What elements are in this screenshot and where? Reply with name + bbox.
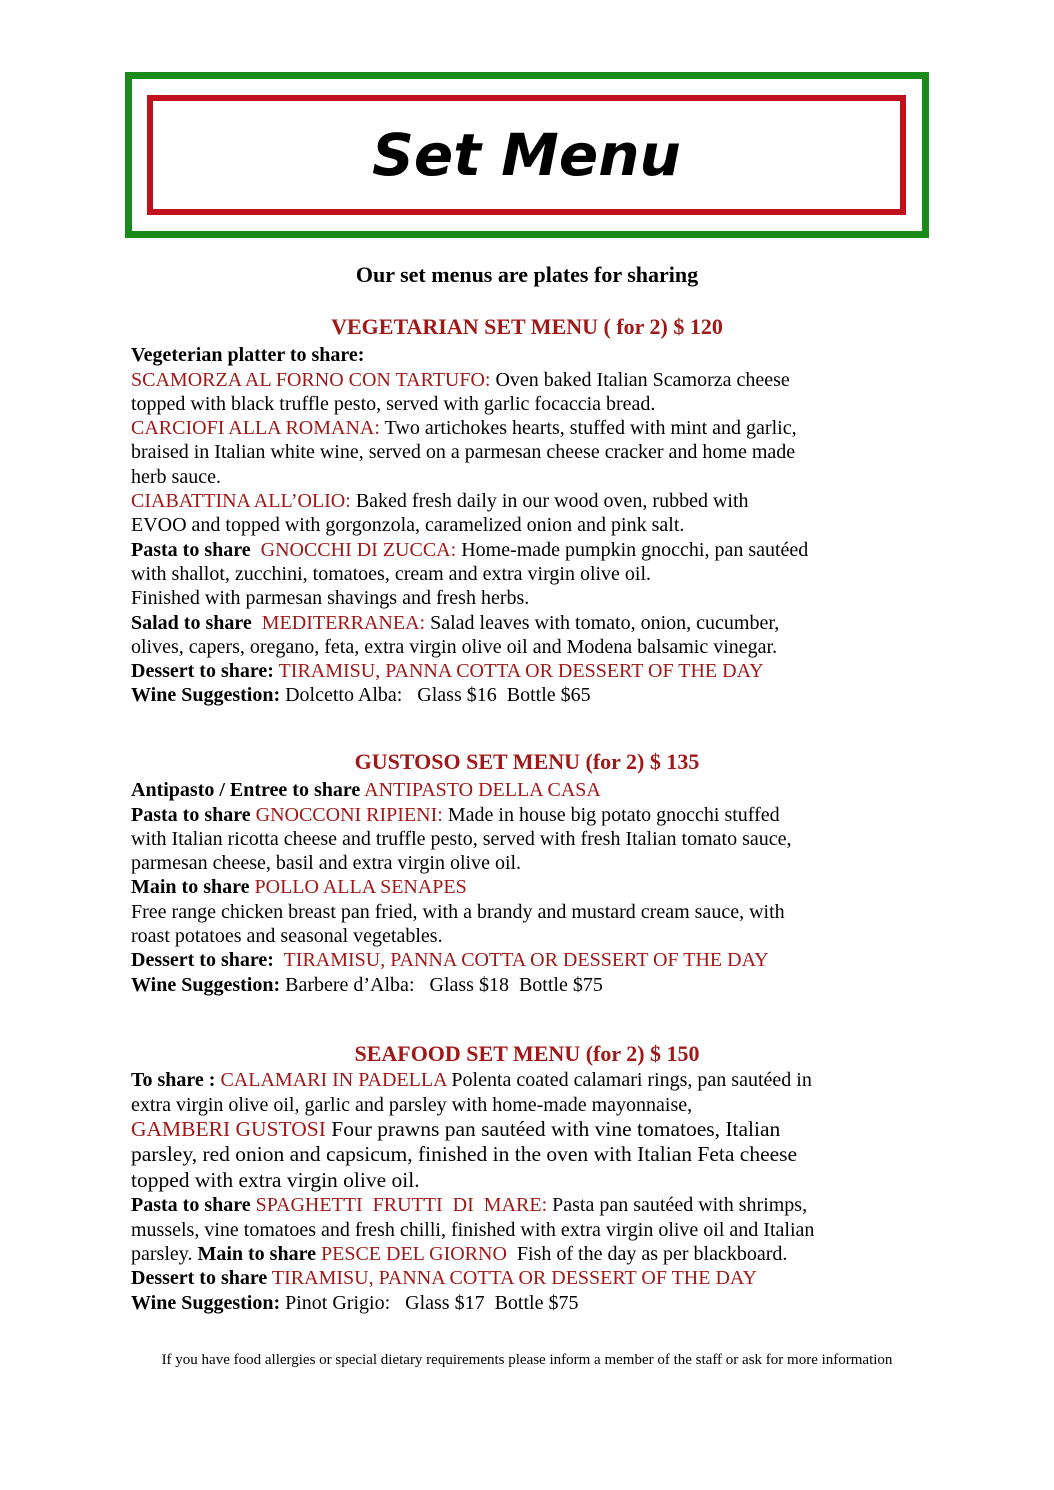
menu-line — [131, 659, 931, 683]
gustoso-section — [131, 750, 931, 997]
dish-name: ANTIPASTO DELLA CASA — [360, 779, 601, 802]
dish-name: CARCIOFI ALLA ROMANA: — [131, 417, 380, 440]
course-label: Salad to share — [131, 611, 252, 634]
page-subtitle: Our set menus are plates for sharing — [355, 262, 699, 287]
course-label: To share : — [131, 1069, 216, 1092]
menu-line — [131, 611, 931, 635]
dish-description: Home-made pumpkin gnocchi, pan sautéed — [456, 538, 809, 561]
course-label: Pasta to share — [131, 1194, 251, 1217]
vegetarian-heading: VEGETARIAN SET MENU ( for 2) $ 120 — [331, 314, 723, 339]
seafood-heading: SEAFOOD SET MENU (for 2) $ 150 — [354, 1041, 700, 1066]
menu-line — [131, 1266, 931, 1290]
course-label: Dessert to share — [131, 1267, 268, 1290]
dessert-text: TIRAMISU, PANNA COTTA OR DESSERT OF THE DAY — [267, 1267, 757, 1290]
menu-line: olives, capers, oregano, feta, extra virgin olive oil and Modena balsamic vinegar. — [131, 635, 778, 658]
dessert-text: TIRAMISU, PANNA COTTA OR DESSERT OF THE DAY — [273, 660, 764, 683]
menu-line — [131, 343, 931, 367]
dish-description: Polenta coated calamari rings, pan sautéed in — [446, 1069, 812, 1092]
dish-name: SCAMORZA AL FORNO CON TARTUFO: — [131, 368, 491, 391]
dish-name: CIABATTINA ALL’OLIO: — [131, 490, 351, 513]
dish-description: Baked fresh daily in our wood oven, rubbed with — [350, 490, 749, 513]
menu-line — [131, 538, 931, 562]
page-title: Set Menu — [372, 121, 681, 189]
dish-description: Four prawns pan sautéed with vine tomatoes, Italian — [325, 1116, 781, 1141]
menu-line — [131, 1291, 931, 1315]
course-label: Main to share — [197, 1242, 316, 1265]
course-label: Dessert to share: — [131, 949, 274, 972]
menu-line — [131, 683, 931, 707]
menu-line: parsley, red onion and capsicum, finished in the oven with Italian Feta cheese — [131, 1142, 798, 1167]
vegetarian-section — [131, 315, 931, 708]
wine-text: Barbere d’Alba: Glass $18 Bottle $75 — [280, 973, 603, 996]
menu-line — [131, 1068, 931, 1092]
wine-text: Dolcetto Alba: Glass $16 Bottle $65 — [280, 684, 591, 707]
menu-line: with Italian ricotta cheese and truffle pesto, served with fresh Italian tomato sauce, — [131, 827, 792, 850]
wine-label: Wine Suggestion: — [131, 1291, 281, 1314]
dish-name: GNOCCHI DI ZUCCA: — [250, 538, 457, 561]
dish-description: Made in house big potato gnocchi stuffed — [442, 803, 780, 826]
menu-line: herb sauce. — [131, 465, 221, 488]
dessert-text: TIRAMISU, PANNA COTTA OR DESSERT OF THE DAY — [273, 949, 769, 972]
menu-line: mussels, vine tomatoes and fresh chilli, finished with extra virgin olive oil and Italian — [131, 1218, 815, 1241]
course-label: Pasta to share — [131, 803, 251, 826]
dish-name: PESCE DEL GIORNO — [315, 1242, 507, 1265]
wine-label: Wine Suggestion: — [131, 684, 281, 707]
menu-line: topped with black truffle pesto, served with garlic focaccia bread. — [131, 392, 656, 415]
course-label: Antipasto / Entree to share — [131, 779, 361, 802]
menu-line — [131, 778, 931, 802]
menu-line — [131, 368, 931, 392]
dish-description: Fish of the day as per blackboard. — [506, 1242, 788, 1265]
menu-line: Free range chicken breast pan fried, with a brandy and mustard cream sauce, with — [131, 900, 785, 923]
dish-description: Oven baked Italian Scamorza cheese — [490, 368, 790, 391]
menu-line — [131, 875, 931, 899]
course-label: Pasta to share — [131, 538, 251, 561]
dish-description: Pasta pan sautéed with shrimps, — [547, 1194, 808, 1217]
course-label: Main to share — [131, 876, 250, 899]
menu-line: braised in Italian white wine, served on a parmesan cheese cracker and home made — [131, 441, 796, 464]
menu-line — [131, 1242, 931, 1266]
seafood-section — [131, 1042, 931, 1315]
menu-line — [131, 973, 931, 997]
course-label: Dessert to share: — [131, 660, 274, 683]
menu-line — [131, 803, 931, 827]
dish-description: parsley. — [131, 1242, 198, 1265]
menu-line: extra virgin olive oil, garlic and parsley with home-made mayonnaise, — [131, 1093, 693, 1116]
menu-line — [131, 489, 931, 513]
menu-line — [131, 1117, 931, 1143]
gustoso-heading: GUSTOSO SET MENU (for 2) $ 135 — [354, 749, 700, 774]
dish-name: GNOCCONI RIPIENI: — [250, 803, 443, 826]
menu-line: roast potatoes and seasonal vegetables. — [131, 925, 443, 948]
wine-label: Wine Suggestion: — [131, 973, 281, 996]
platter-label: Vegeterian platter to share: — [131, 344, 365, 367]
menu-line — [131, 1193, 931, 1217]
dish-name: GAMBERI GUSTOSI — [131, 1116, 326, 1141]
dish-name: MEDITERRANEA: — [251, 611, 426, 634]
dish-name: SPAGHETTI FRUTTI DI MARE: — [250, 1194, 548, 1217]
menu-line: EVOO and topped with gorgonzola, caramelized onion and pink salt. — [131, 514, 685, 537]
menu-line: Finished with parmesan shavings and fresh herbs. — [131, 587, 530, 610]
menu-line: with shallot, zucchini, tomatoes, cream and extra virgin olive oil. — [131, 562, 652, 585]
wine-text: Pinot Grigio: Glass $17 Bottle $75 — [280, 1291, 579, 1314]
allergy-note: If you have food allergies or special dietary requirements please inform a member of the staff or ask for more information — [161, 1352, 893, 1368]
menu-line — [131, 416, 931, 440]
dish-name: POLLO ALLA SENAPES — [249, 876, 467, 899]
menu-line: parmesan cheese, basil and extra virgin olive oil. — [131, 852, 522, 875]
menu-line — [131, 948, 931, 972]
dish-description: Salad leaves with tomato, onion, cucumber, — [425, 611, 780, 634]
menu-line: topped with extra virgin olive oil. — [131, 1167, 420, 1192]
dish-description: Two artichokes hearts, stuffed with mint and garlic, — [379, 417, 797, 440]
dish-name: CALAMARI IN PADELLA — [215, 1069, 447, 1092]
